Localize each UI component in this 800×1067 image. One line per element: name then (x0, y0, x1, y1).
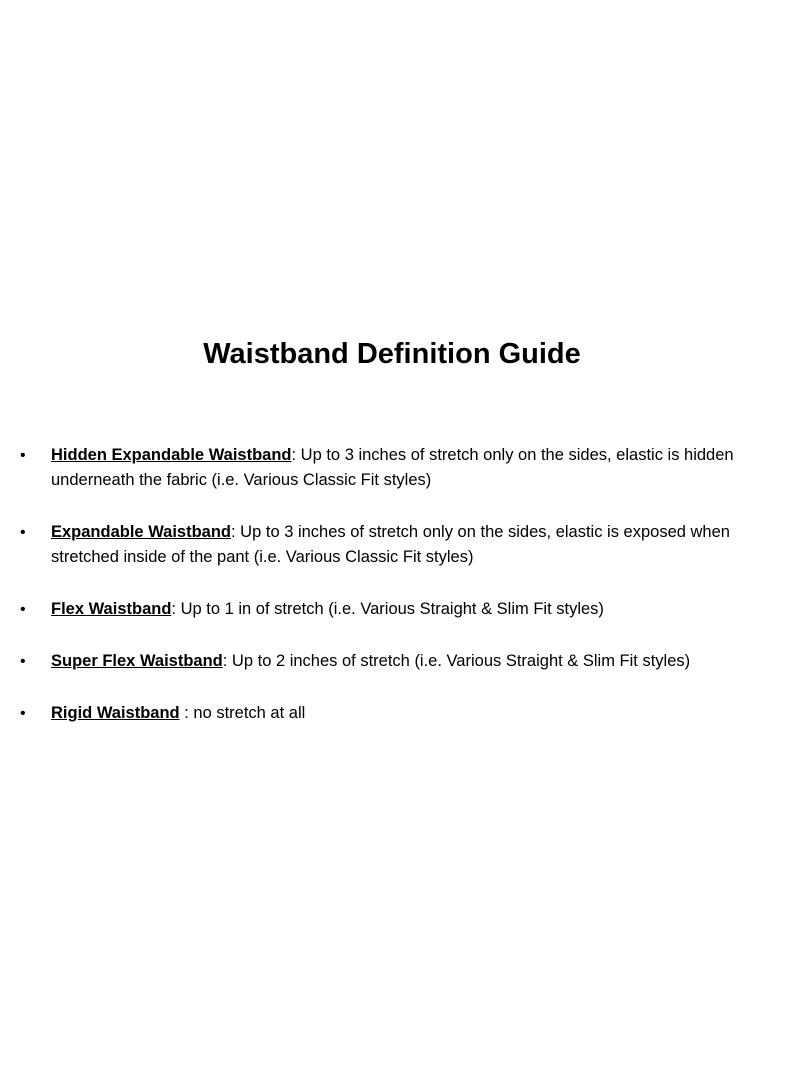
term-label: Expandable Waistband (51, 523, 232, 541)
waistband-definition-list (0, 443, 800, 726)
bullet-icon: • (20, 705, 26, 722)
term-description: : no stretch at all (179, 704, 306, 722)
bullet-icon: • (20, 447, 26, 464)
page-title: Waistband Definition Guide (203, 338, 581, 370)
list-item-super-flex (0, 649, 800, 674)
term-description: : Up to 3 inches of stretch only on the sides, elastic is exposed when stretched inside of the pant (i.e. Various Classic Fit styles) (51, 523, 730, 566)
list-item-flex (0, 597, 800, 622)
term-label: Hidden Expandable Waistband (51, 446, 292, 464)
list-item-hidden-expandable (0, 443, 800, 493)
term-description: : Up to 3 inches of stretch only on the sides, elastic is hidden underneath the fabric (i.e. Various Classic Fit styles) (51, 446, 734, 489)
list-item-expandable (0, 520, 800, 570)
bullet-icon: • (20, 524, 26, 541)
term-description: : Up to 2 inches of stretch (i.e. Various Straight & Slim Fit styles) (222, 652, 691, 670)
term-label: Rigid Waistband (51, 704, 180, 722)
term-label: Super Flex Waistband (51, 652, 223, 670)
term-label: Flex Waistband (51, 600, 172, 618)
list-item-rigid (0, 701, 800, 726)
bullet-icon: • (20, 653, 26, 670)
bullet-icon: • (20, 601, 26, 618)
term-description: : Up to 1 in of stretch (i.e. Various Straight & Slim Fit styles) (171, 600, 604, 618)
